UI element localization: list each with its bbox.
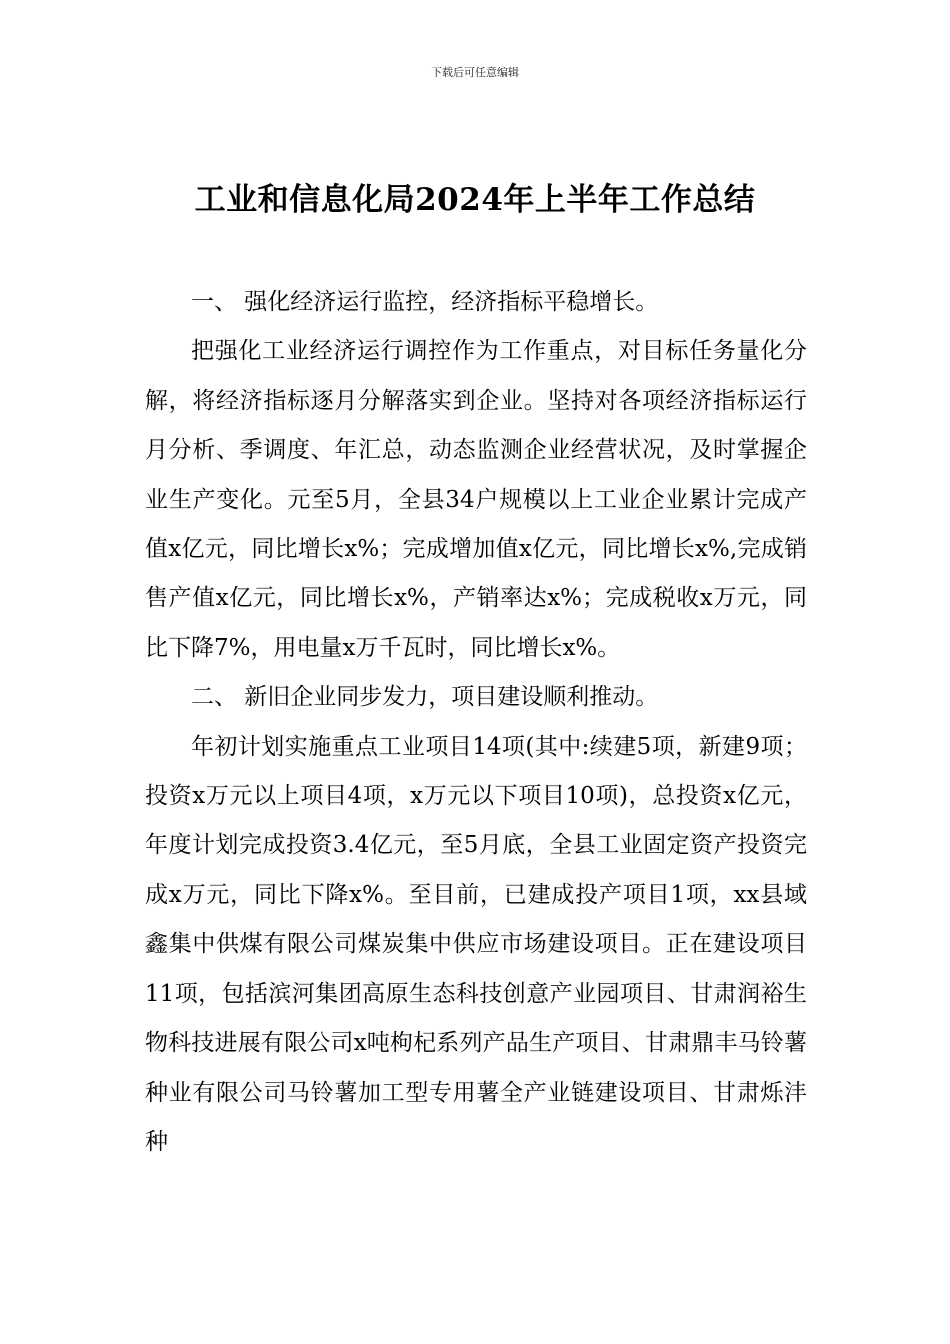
document-body — [145, 278, 807, 1167]
document-title: 工业和信息化局2024年上半年工作总结 — [194, 182, 756, 218]
paragraph-economic-indicators: 把强化工业经济运行调控作为工作重点，对目标任务量化分解，将经济指标逐月分解落实到企业。坚持对各项经济指标运行月分析、季调度、年汇总，动态监测企业经营状况，及时掌握企业生产变化。元至5月，全县34户规模以上工业企业累计完成产值x亿元，同比增长x%；完成增加值x亿元，同比增长x%,完成销售产值x亿元，同比增长x%，产销率达x%；完成税收x万元，同比下降7%，用电量x万千瓦时，同比增长x%。 — [145, 338, 807, 661]
section-heading-2: 二、 新旧企业同步发力，项目建设顺利推动。 — [191, 684, 659, 711]
section-heading-1: 一、 强化经济运行监控，经济指标平稳增长。 — [191, 289, 659, 315]
paragraph-project-construction: 年初计划实施重点工业项目14项(其中:续建5项，新建9项；投资x万元以上项目4项，x万元以下项目10项)，总投资x亿元，年度计划完成投资3.4亿元，至5月底，全县工业固定资产投资完成x万元，同比下降x%。至目前，已建成投产项目1项，xx县域鑫集中供煤有限公司煤炭集中供应市场建设项目。正在建设项目11项，包括滨河集团高原生态科技创意产业园项目、甘肃润裕生物科技进展有限公司x吨枸杞系列产品生产项目、甘肃鼎丰马铃薯种业有限公司马铃薯加工型专用薯全产业链建设项目、甘肃烁沣种 — [145, 733, 807, 1155]
header-note: 下载后可任意编辑 — [431, 66, 519, 79]
